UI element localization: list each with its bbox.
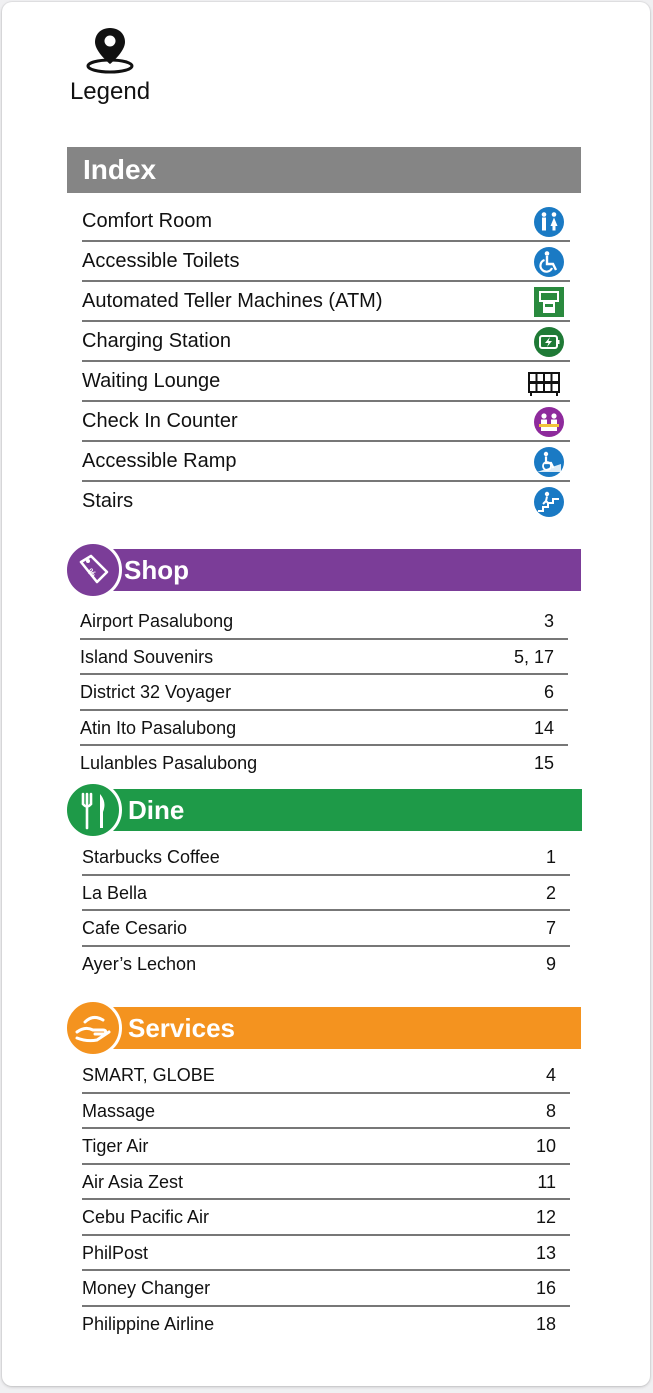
list-item [82,1094,570,1130]
dine-title: Dine [128,795,185,825]
list-item [82,1058,570,1094]
shop-name: Airport Pasalubong [80,611,234,631]
list-item [80,711,568,747]
service-number: 8 [545,1100,556,1121]
fork-knife-icon [67,784,119,836]
list-item [82,1200,570,1236]
index-header: Index [67,147,581,193]
services-badge [64,999,122,1057]
index-item-label: Comfort Room [82,210,213,232]
index-item-label: Waiting Lounge [82,370,221,392]
index-item-waiting-lounge [82,362,570,402]
shop-badge [64,541,122,599]
list-item [80,640,568,676]
index-item-accessible-toilets [82,242,570,282]
dine-number: 7 [545,918,556,938]
shop-number: 6 [543,682,554,702]
list-item [82,876,570,912]
list-item [82,840,570,876]
index-item-charging-station [82,322,570,362]
list-item [82,1236,570,1272]
shop-number: 15 [533,753,554,773]
service-name: Massage [82,1100,156,1121]
svg-text:%: % [85,566,99,580]
index-item-label: Stairs [82,490,134,512]
list-item [82,1271,570,1307]
index-item-label: Accessible Toilets [82,250,240,272]
index-list [82,202,570,522]
hands-icon [67,1002,119,1054]
shop-name: Atin Ito Pasalubong [80,717,237,738]
index-item-comfort-room [82,202,570,242]
list-item [82,1165,570,1201]
dine-badge [64,781,122,839]
index-item-accessible-ramp [82,442,570,482]
index-item-label: Charging Station [82,330,231,352]
dine-number: 9 [545,953,556,974]
legend-title: Legend [69,78,151,105]
atm-icon [532,286,566,318]
price-tag-icon [67,544,119,596]
index-item-check-in-counter [82,402,570,442]
dine-name: La Bella [82,882,148,903]
service-number: 18 [535,1313,556,1334]
dine-list [82,840,570,982]
shop-number: 3 [543,611,554,631]
shop-number: 5, 17 [513,646,554,667]
service-name: SMART, GLOBE [82,1065,215,1085]
service-name: Money Changer [82,1278,211,1298]
service-number: 13 [535,1242,556,1263]
seats-icon [518,366,570,398]
service-name: PhilPost [82,1242,149,1263]
index-item-atm [82,282,570,322]
shop-name: District 32 Voyager [80,682,232,702]
service-number: 4 [545,1065,556,1085]
service-name: Cebu Pacific Air [82,1207,210,1227]
service-number: 16 [535,1278,556,1298]
charging-icon [532,326,566,358]
restroom-icon [532,206,566,238]
service-number: 10 [535,1136,556,1156]
list-item [82,1129,570,1165]
shop-title: Shop [124,555,189,585]
list-item [80,675,568,711]
service-number: 12 [535,1207,556,1227]
legend-header [60,24,160,106]
services-title: Services [128,1013,235,1043]
service-number: 11 [537,1171,556,1192]
legend-card [2,2,650,1386]
shop-list [80,604,568,782]
map-pin-icon [85,24,135,74]
services-list [82,1058,570,1342]
index-item-label: Accessible Ramp [82,450,237,472]
list-item [80,746,568,782]
service-name: Tiger Air [82,1136,149,1156]
shop-number: 14 [533,717,554,738]
stairs-icon [532,486,566,518]
index-item-label: Check In Counter [82,410,238,432]
list-item [82,947,570,983]
wheelchair-icon [532,246,566,278]
index-item-label: Automated Teller Machines (ATM) [82,290,383,312]
dine-number: 2 [545,882,556,903]
dine-name: Ayer’s Lechon [82,953,197,974]
list-item [82,1307,570,1343]
dine-number: 1 [545,847,556,867]
check-in-icon [532,406,566,438]
list-item [82,911,570,947]
shop-name: Island Souvenirs [80,646,214,667]
list-item [80,604,568,640]
service-name: Philippine Airline [82,1313,215,1334]
shop-name: Lulanbles Pasalubong [80,753,258,773]
service-name: Air Asia Zest [82,1171,184,1192]
dine-name: Cafe Cesario [82,918,188,938]
dine-name: Starbucks Coffee [82,847,220,867]
ramp-icon [532,446,566,478]
index-item-stairs [82,482,570,522]
